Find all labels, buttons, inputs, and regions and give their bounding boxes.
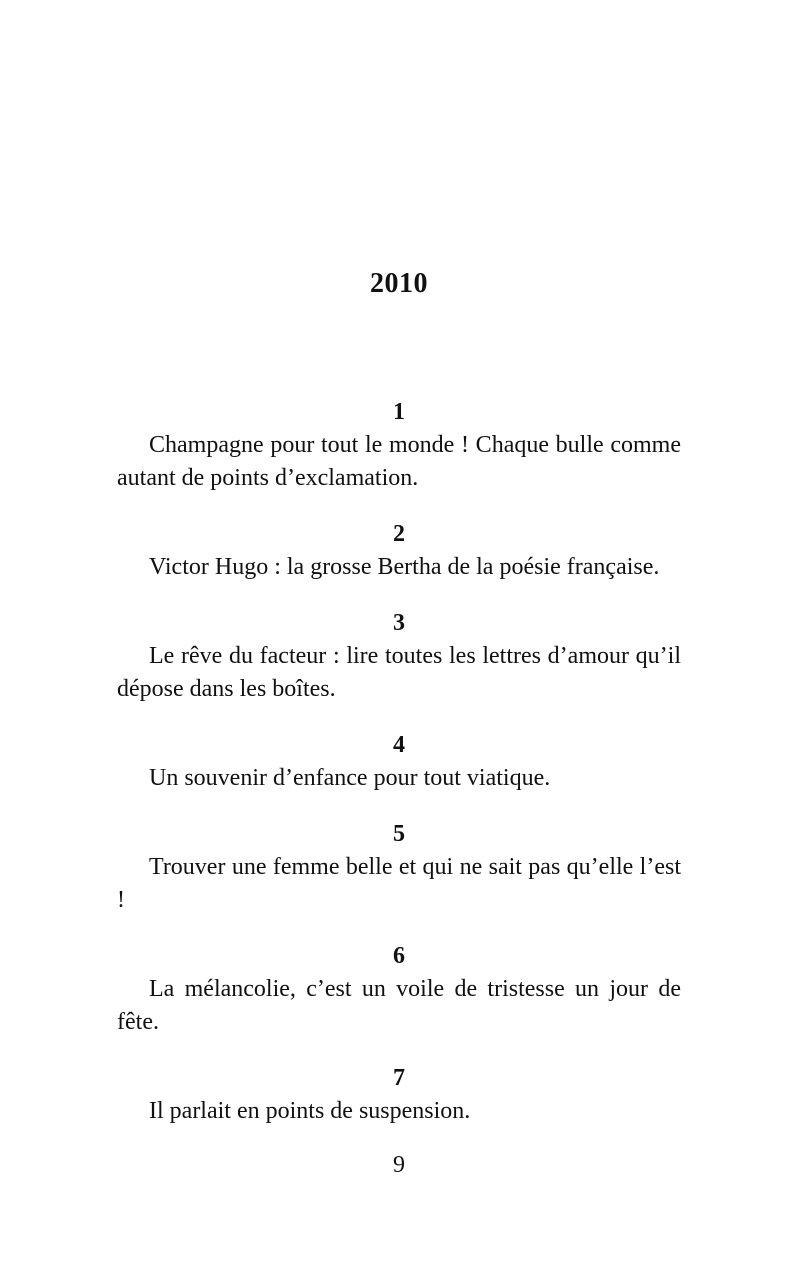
aphorism-entry	[117, 397, 681, 495]
page-number: 9	[393, 1152, 405, 1178]
entry-text: Victor Hugo : la grosse Bertha de la poésie française.	[149, 554, 660, 580]
entry-text: Trouver une femme belle et qui ne sait pas qu’elle l’est !	[117, 854, 681, 913]
aphorism-entry	[117, 730, 681, 795]
aphorism-entry	[117, 1063, 681, 1128]
aphorism-entry	[117, 519, 681, 584]
aphorism-entry	[117, 941, 681, 1039]
entry-number: 3	[393, 610, 405, 636]
aphorism-entry	[117, 819, 681, 917]
entry-text: Le rêve du facteur : lire toutes les lettres d’amour qu’il dépose dans les boîtes.	[117, 643, 681, 702]
aphorism-list	[117, 397, 681, 1128]
entry-number: 5	[393, 821, 405, 847]
entry-number: 2	[393, 521, 405, 547]
aphorism-entry	[117, 608, 681, 706]
chapter-title: 2010	[370, 268, 428, 299]
entry-number: 7	[393, 1065, 405, 1091]
entry-number: 4	[393, 732, 405, 758]
entry-text: La mélancolie, c’est un voile de tristesse un jour de fête.	[117, 976, 681, 1035]
entry-number: 6	[393, 943, 405, 969]
entry-number: 1	[393, 399, 405, 425]
entry-text: Champagne pour tout le monde ! Chaque bulle comme autant de points d’exclamation.	[117, 432, 681, 491]
entry-text: Un souvenir d’enfance pour tout viatique.	[149, 765, 551, 791]
entry-text: Il parlait en points de suspension.	[149, 1098, 471, 1124]
